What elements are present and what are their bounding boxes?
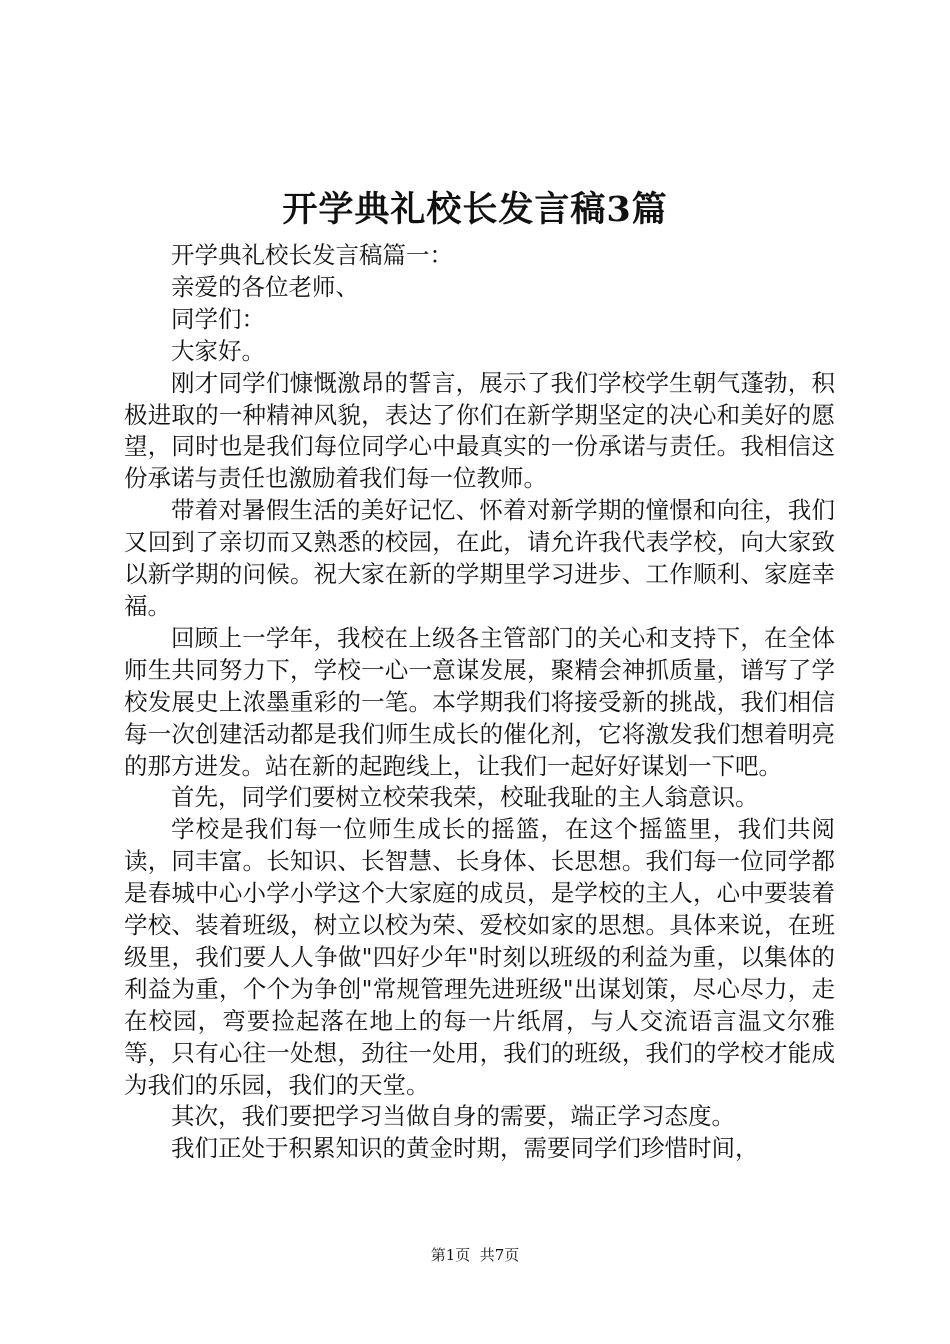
- paragraph: 我们正处于积累知识的黄金时期，需要同学们珍惜时间，: [171, 1134, 759, 1163]
- paragraph: 大家好。: [171, 336, 265, 365]
- paragraph: 刚才同学们慷慨激昂的誓言，展示了我们学校学生朝气蓬勃，积极进取的一种精神风貌，表达了你们在新学期坚定的决心和美好的愿望，同时也是我们每位同学心中最真实的一份承诺与责任。我相信这份承诺与责任也激励着我们每一位教师。: [124, 368, 835, 493]
- paragraph: 带着对暑假生活的美好记忆、怀着对新学期的憧憬和向往，我们又回到了亲切而又熟悉的校园，在此，请允许我代表学校，向大家致以新学期的问候。祝大家在新的学期里学习进步、工作顺利、家庭幸福。: [124, 496, 835, 620]
- paragraph: 其次，我们要把学习当做自身的需要，端正学习态度。: [171, 1102, 735, 1131]
- paragraph: 学校是我们每一位师生成长的摇篮，在这个摇篮里，我们共阅读，同丰富。长知识、长智慧、长身体、长思想。我们每一位同学都是春城中心小学小学这个大家庭的成员，是学校的主人，心中要装着学校、装着班级，树立以校为荣、爱校如家的思想。具体来说，在班级里，我们要人人争做"四好少年"时刻以班级的利益为重，以集体的利益为重，个个为争创"常规管理先进班级"出谋划策，尽心尽力，走在校园，弯要捡起落在地上的每一片纸屑，与人交流语言温文尔雅等，只有心往一处想，劲往一处用，我们的班级，我们的学校才能成为我们的乐园，我们的天堂。: [124, 815, 835, 1099]
- paragraph: 开学典礼校长发言稿篇一：: [171, 241, 453, 269]
- paragraph: 同学们：: [171, 304, 265, 333]
- document-title: 开学典礼校长发言稿3篇: [282, 189, 668, 230]
- paragraph: 回顾上一学年，我校在上级各主管部门的关心和支持下，在全体师生共同努力下，学校一心一意谋发展，聚精会神抓质量，谱写了学校发展史上浓墨重彩的一笔。本学期我们将接受新的挑战，我们相信每一次创建活动都是我们师生成长的催化剂，它将激发我们想着明亮的那方进发。站在新的起跑线上，让我们一起好好谋划一下吧。: [124, 623, 835, 780]
- document-body: [124, 240, 835, 1165]
- page-footer: [0, 1245, 950, 1265]
- paragraph: 首先，同学们要树立校荣我荣，校耻我耻的主人翁意识。: [171, 783, 759, 812]
- paragraph: 亲爱的各位老师、: [171, 272, 359, 301]
- page-number: 第1页 共7页: [430, 1246, 520, 1264]
